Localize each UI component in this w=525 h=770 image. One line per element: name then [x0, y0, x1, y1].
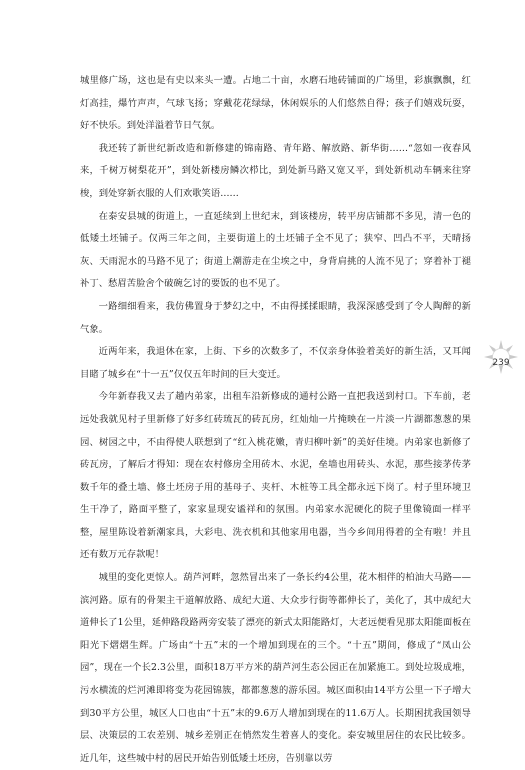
page-number: 239 — [492, 358, 510, 368]
paragraph-5: 近两年来，我退休在家，上街、下乡的次数多了，不仅亲身体验着美好的新生活，又耳闻目睹了城乡在“十一五”仅仅五年时间的巨大变迁。 — [80, 346, 471, 380]
paragraph-2: 我还转了新世纪新改造和新修建的锦南路、青年路、解放路、新华街……“忽如一夜春风来，千树万树梨花开”，到处新楼房鳞次栉比，到处新马路又宽又平，到处新机动车辆来往穿梭，到处穿新衣服的人们欢歌笑语…… — [80, 142, 471, 199]
paragraph-4: 一路细细看来，我仿佛置身于梦幻之中，不由得揉揉眼睛，我深深感受到了令人陶醉的新气象。 — [80, 300, 471, 335]
paragraph-7: 城里的变化更惊人。葫芦河畔，忽然冒出来了一条长约4公里，花木相伴的柏油大马路——滨河路。原有的骨架主干道解放路、成纪大道、大众步行街等都伸长了，美化了，其中成纪大道伸长了1公里，延伸路段路两旁安装了漂亮的新式太阳能路灯，大老远便看见那太阳能面板在阳光下熠熠生辉。广场由“十五”末的一个增加到现在的三个。“十五”期间，修成了“凤山公园”，现在一个长2.3公里，面积18万平方米的葫芦河生态公园正在加紧施工。到处垃圾成堆，污水横流的烂河滩即将变为花园锦簇，都都葱葱的游乐园。城区面积由14平方公里一下子增大到30平方公里，城区人口也由“十五”末的9.6万人增加到现在的11.6万人。长期困扰我国领导层、决策层的工农差别、城乡差别正在悄然发生着喜人的变化。泰安城里居住的农民比较多。近几年，这些城中村的居民开始告别低矮土坯房，告别靠以劳 — [80, 572, 471, 764]
paragraph-6: 今年新春我又去了趟内弟家，出租车沿新修成的通村公路一直把我送到村口。下车前，老远处我就见村子里新修了好多红砖琉瓦的砖瓦房，红灿灿一片掩映在一片淡一片湖都葱葱的果园、树园之中，不由得使人联想到了“红入桃花嫩，青归柳叶新”的美好佳境。内弟家也新修了砖瓦房，了解后才得知：现在农村修房全用砖木、水泥，垒墙也用砖头、水泥，那些接茅传茅数千年的叠土墙、修土坯房子用的基母子、夹杆、木桩等工具全都永远下岗了。村子里环境卫生干净了，路面平整了，家家显现安谧祥和的氛围。内弟家水泥硬化的院子里像镜面一样平整，屋里陈设着新潮家具，大彩电、洗衣机和其他家用电器，当今乡间用得着的全有啦！并且还有数万元存款呢！ — [80, 391, 471, 561]
page-body-text — [80, 70, 471, 764]
paragraph-3: 在泰安县城的街道上，一直延续到上世纪末，到该楼房，转平房店铺都不多见，清一色的低矮土坯铺子。仅两三年之间，主要街道上的土坯铺子全不见了；狭窄、凹凸不平，天晴扬灰、天雨泥水的马路不见了；街道上潮游走在尘埃之中，身背肩挑的人流不见了；穿着补丁褪补丁、愁眉苦脸舍个破碗乞讨的要饭的也不见了。 — [80, 210, 471, 290]
paragraph-1: 城里修广场，这也是有史以来头一遭。占地二十亩，水磨石地砖铺面的广场里，彩旗飘飘，红灯高挂，爆竹声声，气球飞扬；穿戴花花绿绿，休闲娱乐的人们悠然自得；孩子们嬉戏玩耍，好不快乐。到处洋溢着节日气氛。 — [80, 75, 471, 132]
